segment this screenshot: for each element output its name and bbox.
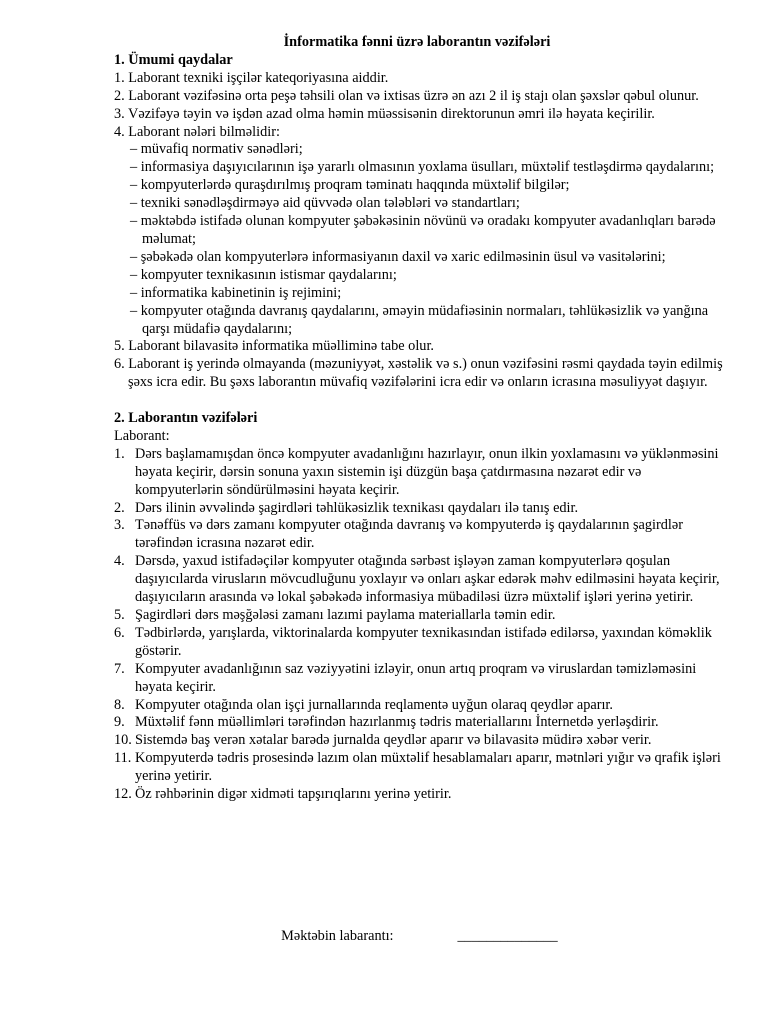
- signature-line: ______________: [457, 927, 558, 944]
- duty-number: 8.: [114, 696, 125, 713]
- section-spacer: [0, 392, 768, 410]
- rule-item-3: 3. Vəzifəyə təyin və işdən azad olma həmin müəssisənin direktorunun əmri ilə həyata keçirilir.: [114, 105, 655, 122]
- duty-text: Müxtəlif fənn müəllimləri tərəfindən hazırlanmış tədris materiallarını İnternetdə yerləşdirir.: [135, 714, 659, 731]
- duty-item: [0, 714, 768, 732]
- duty-item: [0, 786, 768, 804]
- duty-text: Tənəffüs və dərs zamanı kompyuter otağında davranış və kompyuterdə iş qaydalarının şagirdlər tərəfindən icrasına nəzarət edir.: [135, 517, 684, 552]
- knowledge-item: – kompyuter texnikasının istismar qaydalarını;: [130, 266, 397, 283]
- duty-number: 5.: [114, 606, 125, 623]
- duty-text: Dərsdə, yaxud istifadəçilər kompyuter otağında sərbəst işləyən zaman kompyuterlərə qoşulan daşıyıcılarda virusların mövcudluğunu yoxlayır və onları aşkar edərək məhv edilməsini həyata keçirir, daşıyıcıların arasında və lokal şəbəkədə informasiya mübadiləsi üzrə müxtəlif işləri yerinə yetirir.: [135, 553, 720, 606]
- rule-item-4: 4. Laborant nələri bilməlidir:: [114, 123, 280, 140]
- duty-number: 11.: [114, 750, 132, 767]
- section-1-heading: 1. Ümumi qaydalar: [114, 51, 233, 68]
- duty-text: Şagirdləri dərs məşğələsi zamanı lazımi paylama materiallarla təmin edir.: [135, 606, 556, 623]
- duty-text: Dərs ilinin əvvəlində şagirdləri təhlükəsizlik texnikası qaydaları ilə tanış edir.: [135, 499, 579, 516]
- document-title: İnformatika fənni üzrə laborantın vəzifələri: [283, 34, 551, 50]
- duty-number: 9.: [114, 714, 125, 731]
- duty-number: 6.: [114, 624, 125, 641]
- section-2-heading: 2. Laborantın vəzifələri: [114, 410, 258, 427]
- duties-list: [0, 446, 768, 804]
- rule-item-5: 5. Laborant bilavasitə informatika müəlliminə tabe olur.: [114, 338, 434, 355]
- duty-item: [0, 553, 768, 607]
- duty-item: [0, 625, 768, 661]
- duty-text: Kompyuterdə tədris prosesində lazım olan müxtəlif hesablamaları aparır, mətnləri yığır və qrafik işləri yerinə yetirir.: [135, 750, 721, 785]
- duty-text: Tədbirlərdə, yarışlarda, viktorinalarda kompyuter texnikasından istifadə edilərsə, yaxından köməklik göstərir.: [135, 624, 712, 659]
- knowledge-item: – müvafiq normativ sənədləri;: [130, 141, 303, 158]
- duty-text: Kompyuter otağında olan işçi jurnallarında reqlamentə uyğun olaraq qeydlər aparır.: [135, 696, 613, 713]
- duty-number: 7.: [114, 660, 125, 677]
- duty-item: [0, 500, 768, 518]
- duty-item: [0, 446, 768, 500]
- duty-text: Kompyuter avadanlığının saz vəziyyətini izləyir, onun artıq proqram və viruslardan təmizləməsini həyata keçirir.: [135, 660, 697, 695]
- duty-number: 12.: [114, 786, 132, 803]
- duty-text: Dərs başlamamışdan öncə kompyuter avadanlığını hazırlayır, onun ilkin yoxlamasını və yüklənməsini həyata keçirir, dərsin sonuna yaxın sistemin işi düzgün başa çatdırmasına nəzarət edir və kompyuterlərin söndürülməsini həyata keçirir.: [135, 445, 719, 498]
- duty-number: 10.: [114, 732, 132, 749]
- duty-item: [0, 750, 768, 786]
- knowledge-item: – informasiya daşıyıcılarının işə yararlı olmasının yoxlama üsulları, müxtəlif testləşdirmə qaydalarını;: [130, 159, 715, 176]
- signature-label: Məktəbin labarantı:: [281, 927, 394, 944]
- duty-item: [0, 517, 768, 553]
- duty-number: 3.: [114, 517, 125, 534]
- duty-number: 4.: [114, 553, 125, 570]
- rule-item-1: 1. Laborant texniki işçilər kateqoriyasına aiddir.: [114, 69, 389, 86]
- duty-number: 1.: [114, 445, 125, 462]
- signature-block: [274, 910, 674, 946]
- knowledge-item: – şəbəkədə olan kompyuterlərə informasiyanın daxil və xaric edilməsinin üsul və vasitələrini;: [130, 248, 666, 265]
- knowledge-item: – kompyuterlərdə quraşdırılmış proqram təminatı haqqında müxtəlif bilgilər;: [130, 177, 570, 194]
- duty-text: Sistemdə baş verən xətalar barədə jurnalda qeydlər aparır və bilavasitə müdirə xəbər verir.: [135, 732, 652, 749]
- rule-item-6: 6. Laborant iş yerində olmayanda (məzuniyyət, xəstəlik və s.) onun vəzifəsini rəsmi qaydada təyin edilmiş şəxs icra edir. Bu şəxs laborantın müvafiq vəzifələrini icra edir və onların icrasına məsuliyyət daşıyır.: [114, 356, 723, 391]
- duty-item: [0, 732, 768, 750]
- knowledge-item: – texniki sənədləşdirməyə aid qüvvədə olan tələbləri və standartları;: [130, 195, 520, 212]
- duties-intro: Laborant:: [114, 427, 170, 444]
- knowledge-item: – kompyuter otağında davranış qaydalarını, əməyin müdafiəsinin normaları, təhlükəsizlik və yanğına qarşı müdafiə qaydalarını;: [130, 302, 709, 337]
- duty-number: 2.: [114, 499, 125, 516]
- rule-item-2: 2. Laborant vəzifəsinə orta peşə təhsili olan və ixtisas üzrə ən azı 2 il iş stajı olan şəxslər qəbul olunur.: [114, 87, 699, 104]
- duty-item: [0, 607, 768, 625]
- knowledge-item: – informatika kabinetinin iş rejimini;: [130, 284, 342, 301]
- duty-item: [0, 661, 768, 697]
- duty-text: Öz rəhbərinin digər xidməti tapşırıqlarını yerinə yetirir.: [135, 786, 452, 803]
- knowledge-item: – məktəbdə istifadə olunan kompyuter şəbəkəsinin növünü və oradakı kompyuter avadanlıqları barədə məlumat;: [130, 213, 716, 247]
- document-body: [0, 34, 768, 804]
- duty-item: [0, 697, 768, 715]
